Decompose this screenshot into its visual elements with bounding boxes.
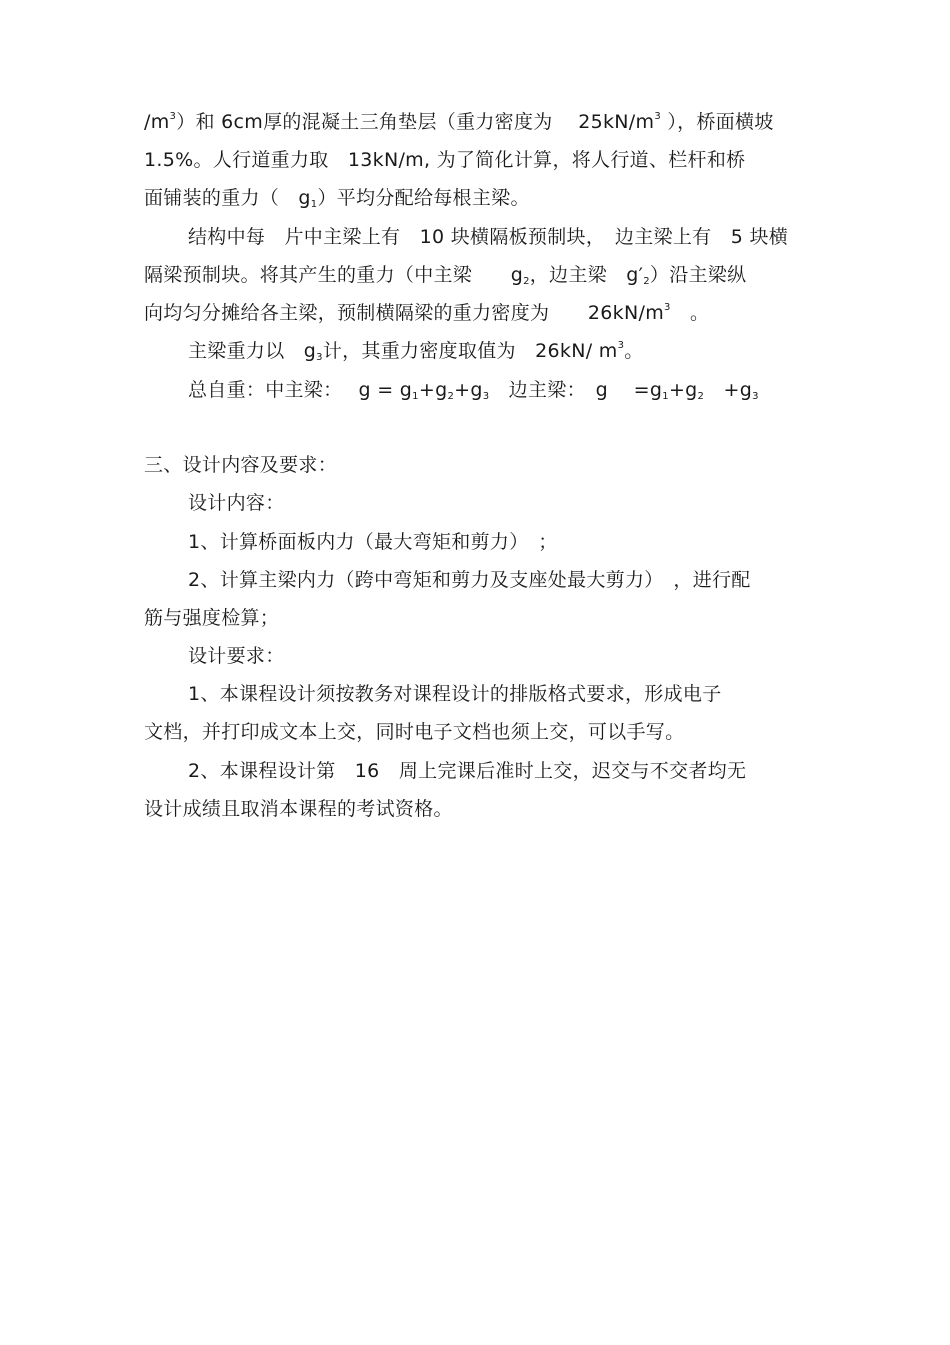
text-run: 向均匀分摊给各主梁，预制横隔梁的重力密度为 26kN/m bbox=[144, 302, 665, 324]
text-run: +g bbox=[418, 379, 448, 401]
subscript: 1 bbox=[662, 391, 669, 402]
paragraph-line bbox=[144, 110, 774, 134]
subscript: 1 bbox=[412, 391, 419, 402]
paragraph-line: 筋与强度检算； bbox=[144, 607, 280, 629]
paragraph-line: 结构中每 片中主梁上有 10 块横隔板预制块， 边主梁上有 5 块横 bbox=[188, 226, 789, 248]
requirements-label: 设计要求： bbox=[188, 645, 285, 667]
subscript: 2 bbox=[447, 391, 455, 402]
text-run: 。 bbox=[670, 302, 710, 324]
list-item: 1、计算桥面板内力（最大弯矩和剪力） ； bbox=[188, 531, 558, 553]
list-item: 2、本课程设计第 16 周上完课后准时上交，迟交与不交者均无 bbox=[188, 760, 747, 782]
text-run: /m bbox=[144, 111, 170, 133]
text-run: +g bbox=[704, 379, 753, 401]
subscript: 3 bbox=[752, 391, 759, 402]
text-run: 隔梁预制块。将其产生的重力（中主梁 g bbox=[144, 264, 524, 286]
text-run: 边主梁： g =g bbox=[489, 379, 663, 401]
subscript: 3 bbox=[316, 352, 323, 363]
text-run: 。 bbox=[624, 340, 644, 362]
superscript: 3 bbox=[169, 111, 177, 122]
subscript: 3 bbox=[482, 391, 490, 402]
paragraph-line bbox=[188, 339, 644, 363]
paragraph-line: 文档，并打印成文本上交，同时电子文档也须上交，可以手写。 bbox=[144, 721, 685, 743]
text-run: 面铺装的重力（ g bbox=[144, 187, 311, 209]
paragraph-line bbox=[144, 301, 709, 325]
paragraph-line bbox=[144, 263, 746, 287]
paragraph-line bbox=[144, 186, 530, 210]
text-run: ）平均分配给每根主梁。 bbox=[317, 187, 530, 209]
subscript: 2 bbox=[643, 276, 650, 287]
text-run: +g bbox=[454, 379, 483, 401]
subscript: 2 bbox=[523, 276, 530, 287]
text-run: +g bbox=[668, 379, 698, 401]
section-heading: 三、设计内容及要求： bbox=[144, 454, 338, 476]
text-run: 主梁重力以 g bbox=[188, 340, 317, 362]
subscript: 1 bbox=[310, 199, 318, 210]
superscript: 3 bbox=[654, 111, 661, 122]
list-item: 2、计算主梁内力（跨中弯矩和剪力及支座处最大剪力） ，进行配 bbox=[188, 569, 751, 591]
paragraph-line: 1.5%。人行道重力取 13kN/m, 为了简化计算，将人行道、栏杆和桥 bbox=[144, 149, 746, 171]
text-run: 总自重：中主梁： g = g bbox=[188, 379, 413, 401]
text-run: 计，其重力密度取值为 26kN/ m bbox=[322, 340, 618, 362]
paragraph-line: 设计成绩且取消本课程的考试资格。 bbox=[144, 798, 453, 820]
text-run: ）和 6cm厚的混凝土三角垫层（重力密度为 25kN/m bbox=[176, 111, 655, 133]
text-run: ，边主梁 g′ bbox=[529, 264, 644, 286]
superscript: 3 bbox=[617, 340, 625, 351]
formula-line bbox=[188, 378, 759, 402]
subscript: 2 bbox=[697, 391, 705, 402]
superscript: 3 bbox=[664, 302, 671, 313]
content-label: 设计内容： bbox=[188, 492, 285, 514]
list-item: 1、本课程设计须按教务对课程设计的排版格式要求，形成电子 bbox=[188, 683, 722, 705]
text-run: ）沿主梁纵 bbox=[649, 264, 747, 286]
text-run: ），桥面横坡 bbox=[661, 111, 774, 133]
